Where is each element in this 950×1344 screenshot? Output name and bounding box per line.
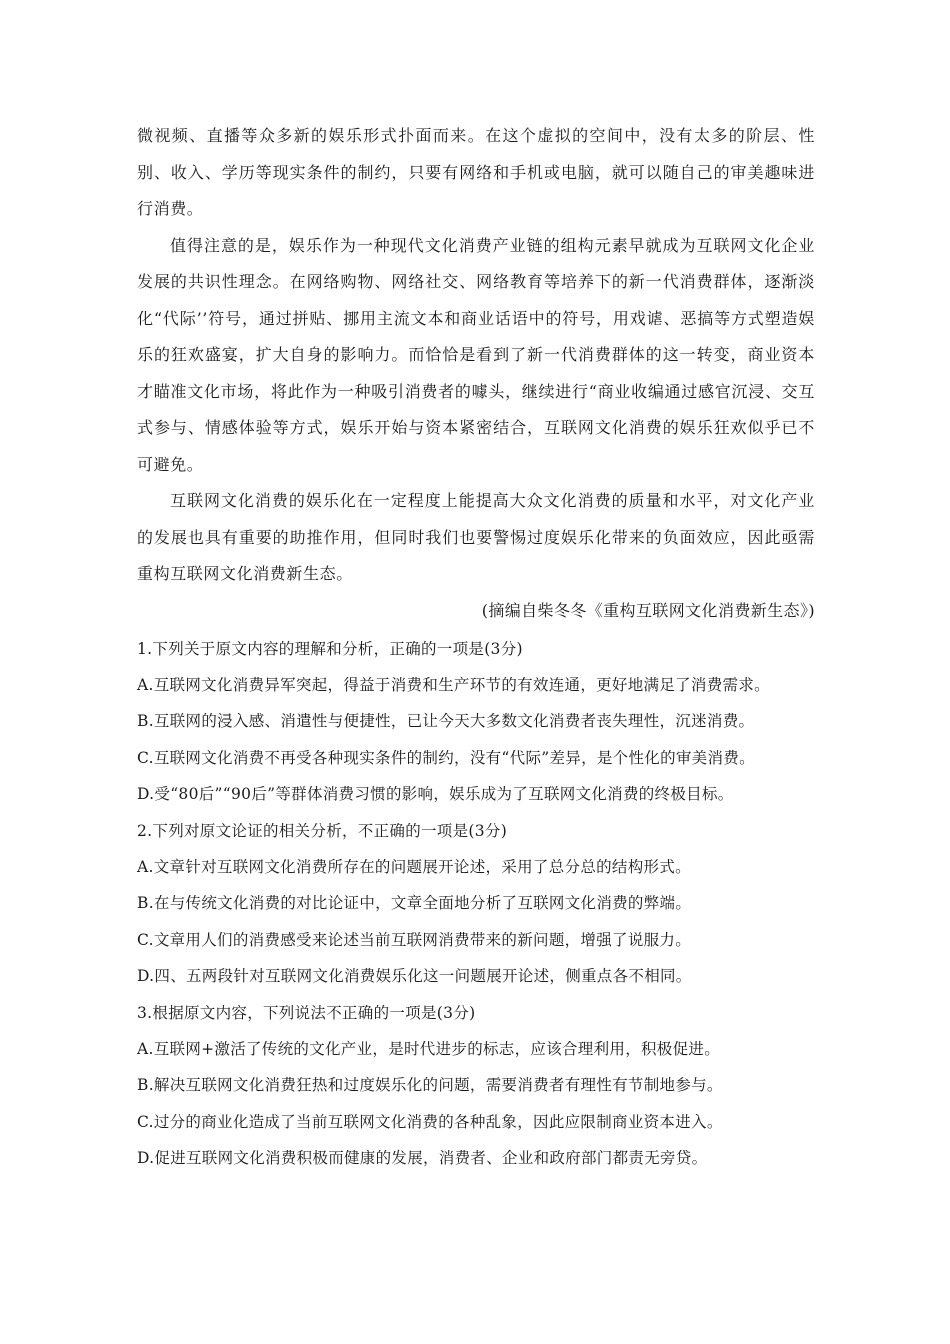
option-d: D.四、五两段针对互联网文化消费娱乐化这一问题展开论述，侧重点各不相同。 [137, 967, 692, 986]
passage-source: (摘编自柴冬冬《重构互联网文化消费新生态》) [481, 600, 815, 620]
passage-paragraph-2: 值得注意的是，娱乐作为一种现代文化消费产业链的组构元素早就成为互联网文化企业发展的共识性理念。在网络购物、网络社交、网络教育等培养下的新一代消费群体，逐渐淡化“代际’’符号，通过拼贴、挪用主流文本和商业话语中的符号，用戏谑、恶搞等方式塑造娱乐的狂欢盛宴，扩大自身的影响力。而恰恰是看到了新一代消费群体的这一转变，商业资本才瞄准文化市场，将此作为一种吸引消费者的噱头，继续进行“商业收编通过感官沉浸、交互式参与、情感体验等方式，娱乐开始与资本紧密结合，互联网文化消费的娱乐狂欢似乎已不可避免。 [137, 235, 815, 474]
option-d: D.受“80后”“90后”等群体消费习惯的影响，娱乐成为了互联网文化消费的终极目标。 [137, 785, 734, 804]
question-2 [137, 813, 815, 995]
question-3 [137, 995, 815, 1177]
question-stem: 3.根据原文内容，下列说法不正确的一项是(3分) [137, 1003, 476, 1022]
passage-paragraph-3: 互联网文化消费的娱乐化在一定程度上能提高大众文化消费的质量和水平，对文化产业的发展也具有重要的助推作用，但同时我们也要警惕过度娱乐化带来的负面效应，因此亟需重构互联网文化消费新生态。 [137, 491, 815, 583]
option-b: B.解决互联网文化消费狂热和过度娱乐化的问题，需要消费者有理性有节制地参与。 [137, 1076, 723, 1095]
option-c: C.互联网文化消费不再受各种现实条件的制约，没有“代际”差异，是个性化的审美消费。 [137, 748, 755, 767]
option-b: B.在与传统文化消费的对比论证中，文章全面地分析了互联网文化消费的弊端。 [137, 894, 692, 913]
option-a: A.文章针对互联网文化消费所存在的问题展开论述，采用了总分总的结构形式。 [137, 857, 691, 876]
passage-paragraph-1: 微视频、直播等众多新的娱乐形式扑面而来。在这个虚拟的空间中，没有太多的阶层、性别、收入、学历等现实条件的制约，只要有网络和手机或电脑，就可以随自己的审美趣味进行消费。 [137, 126, 815, 218]
question-1 [137, 631, 815, 813]
option-a: A.互联网文化消费异军突起，得益于消费和生产环节的有效连通，更好地满足了消费需求。 [137, 675, 770, 694]
question-stem: 2.下列对原文论证的相关分析，不正确的一项是(3分) [137, 821, 508, 840]
option-b: B.互联网的浸入感、消遣性与便捷性，已让今天大多数文化消费者丧失理性，沉迷消费。 [137, 712, 755, 731]
reading-passage [137, 118, 815, 629]
option-d: D.促进互联网文化消费积极而健康的发展，消费者、企业和政府部门都责无旁贷。 [137, 1149, 708, 1168]
exam-page [137, 118, 815, 1177]
option-c: C.过分的商业化造成了当前互联网文化消费的各种乱象，因此应限制商业资本进入。 [137, 1112, 723, 1131]
question-list [137, 631, 815, 1177]
question-stem: 1.下列关于原文内容的理解和分析，正确的一项是(3分) [137, 639, 523, 658]
option-a: A.互联网+激活了传统的文化产业，是时代进步的标志，应该合理利用，积极促进。 [137, 1039, 721, 1058]
option-c: C.文章用人们的消费感受来论述当前互联网消费带来的新问题，增强了说服力。 [137, 930, 692, 949]
